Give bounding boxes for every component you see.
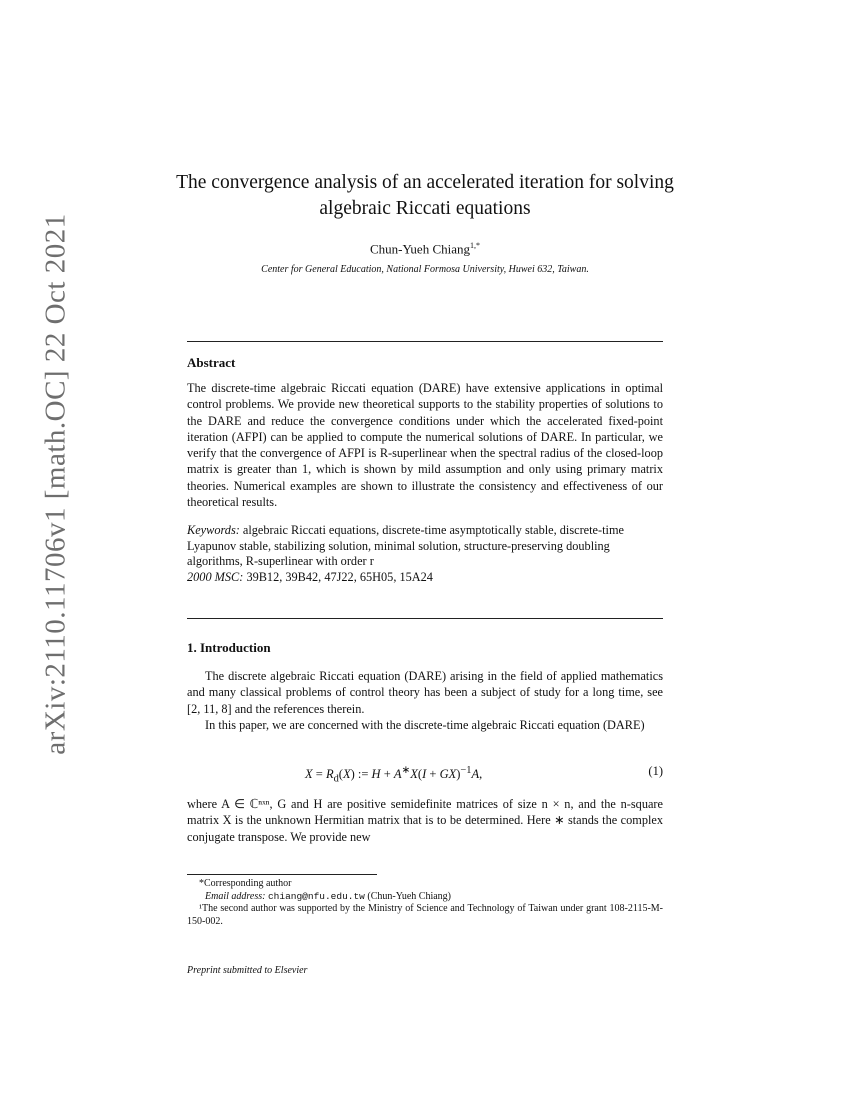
footnotes bbox=[187, 878, 663, 928]
msc-text: 39B12, 39B42, 47J22, 65H05, 15A24 bbox=[246, 569, 433, 584]
paper-title: The convergence analysis of an accelerated iteration for solving algebraic Riccati equations bbox=[176, 172, 674, 219]
footnote-rule bbox=[187, 874, 377, 875]
intro-paragraph-2: In this paper, we are concerned with the discrete-time algebraic Riccati equation (DARE) bbox=[205, 717, 645, 732]
footnote-email: Email address: chiang@nfu.edu.tw (Chun-Yueh Chiang) bbox=[205, 890, 451, 902]
section-introduction bbox=[187, 640, 663, 733]
author-mark: 1,* bbox=[470, 241, 481, 250]
author-line bbox=[187, 241, 663, 257]
abstract-top-rule bbox=[187, 341, 663, 342]
abstract-heading: Abstract bbox=[187, 355, 236, 370]
preprint-note: Preprint submitted to Elsevier bbox=[187, 965, 308, 976]
keywords-text: algebraic Riccati equations, discrete-time asymptotically stable, discrete-time Lyapunov stable, stabilizing solution, minimal solution, structure-preserving doubling algorithms, R-superlinear with order r bbox=[187, 523, 624, 569]
abstract-text: The discrete-time algebraic Riccati equation (DARE) have extensive applications in optimal control problems. We provide new theoretical supports to the stability properties of solutions to the DARE and reduce the convergence conditions under which the accelerated fixed-point iteration (AFPI) can be applied to compute the numerical solutions of DARE. In particular, we verify that the convergence of AFPI is R-superlinear when the spectral radius of the closed-loop matrix is greater than 1, which is shown by mild assumption and only using primary matrix theories. Numerical examples are shown to illustrate the consistency and effectiveness of our theoretical results. bbox=[187, 381, 663, 510]
equation-expression: $X = R_d(X)$ := H + A∗X(I + GX)$^{-1}$A, bbox=[305, 765, 483, 785]
abstract-block bbox=[187, 355, 663, 585]
intro-paragraph-3: where A ∈ ℂⁿˣⁿ, G and H are positive semidefinite matrices of size n × n, and the n-square matrix X is the unknown Hermitian matrix that is to be determined. Here ∗ stands the complex conjugate transpose. We provide new bbox=[187, 797, 663, 844]
section-heading: 1. Introduction bbox=[187, 640, 271, 655]
keywords-label: Keywords: bbox=[187, 523, 240, 538]
intro-paragraph-1: The discrete algebraic Riccati equation (DARE) arising in the field of applied mathematics and many classical problems of control theory has been a subject of study for a long time, see [2, 11, 8] and the references therein. In this paper, we are concerned with the discrete-time algebraic Riccati equation (DARE) bbox=[187, 669, 663, 732]
msc-line bbox=[187, 570, 663, 586]
footnote-grant: ¹The second author was supported by the Ministry of Science and Technology of Taiwan under grant 108-2115-M-150-002. bbox=[187, 903, 663, 927]
msc-label: 2000 MSC: bbox=[187, 569, 244, 584]
equation-number: (1) bbox=[648, 764, 663, 778]
keywords bbox=[187, 523, 663, 570]
footnote-corresponding: *Corresponding author bbox=[199, 878, 292, 889]
affiliation: Center for General Education, National Formosa University, Huwei 632, Taiwan. bbox=[261, 264, 589, 275]
abstract-bottom-rule bbox=[187, 618, 663, 619]
author-name: Chun-Yueh Chiang bbox=[369, 241, 471, 257]
arxiv-identifier: arXiv:2110.11706v1 [math.OC] 22 Oct 2021 bbox=[39, 213, 72, 755]
email-link[interactable]: chiang@nfu.edu.tw bbox=[267, 890, 365, 902]
